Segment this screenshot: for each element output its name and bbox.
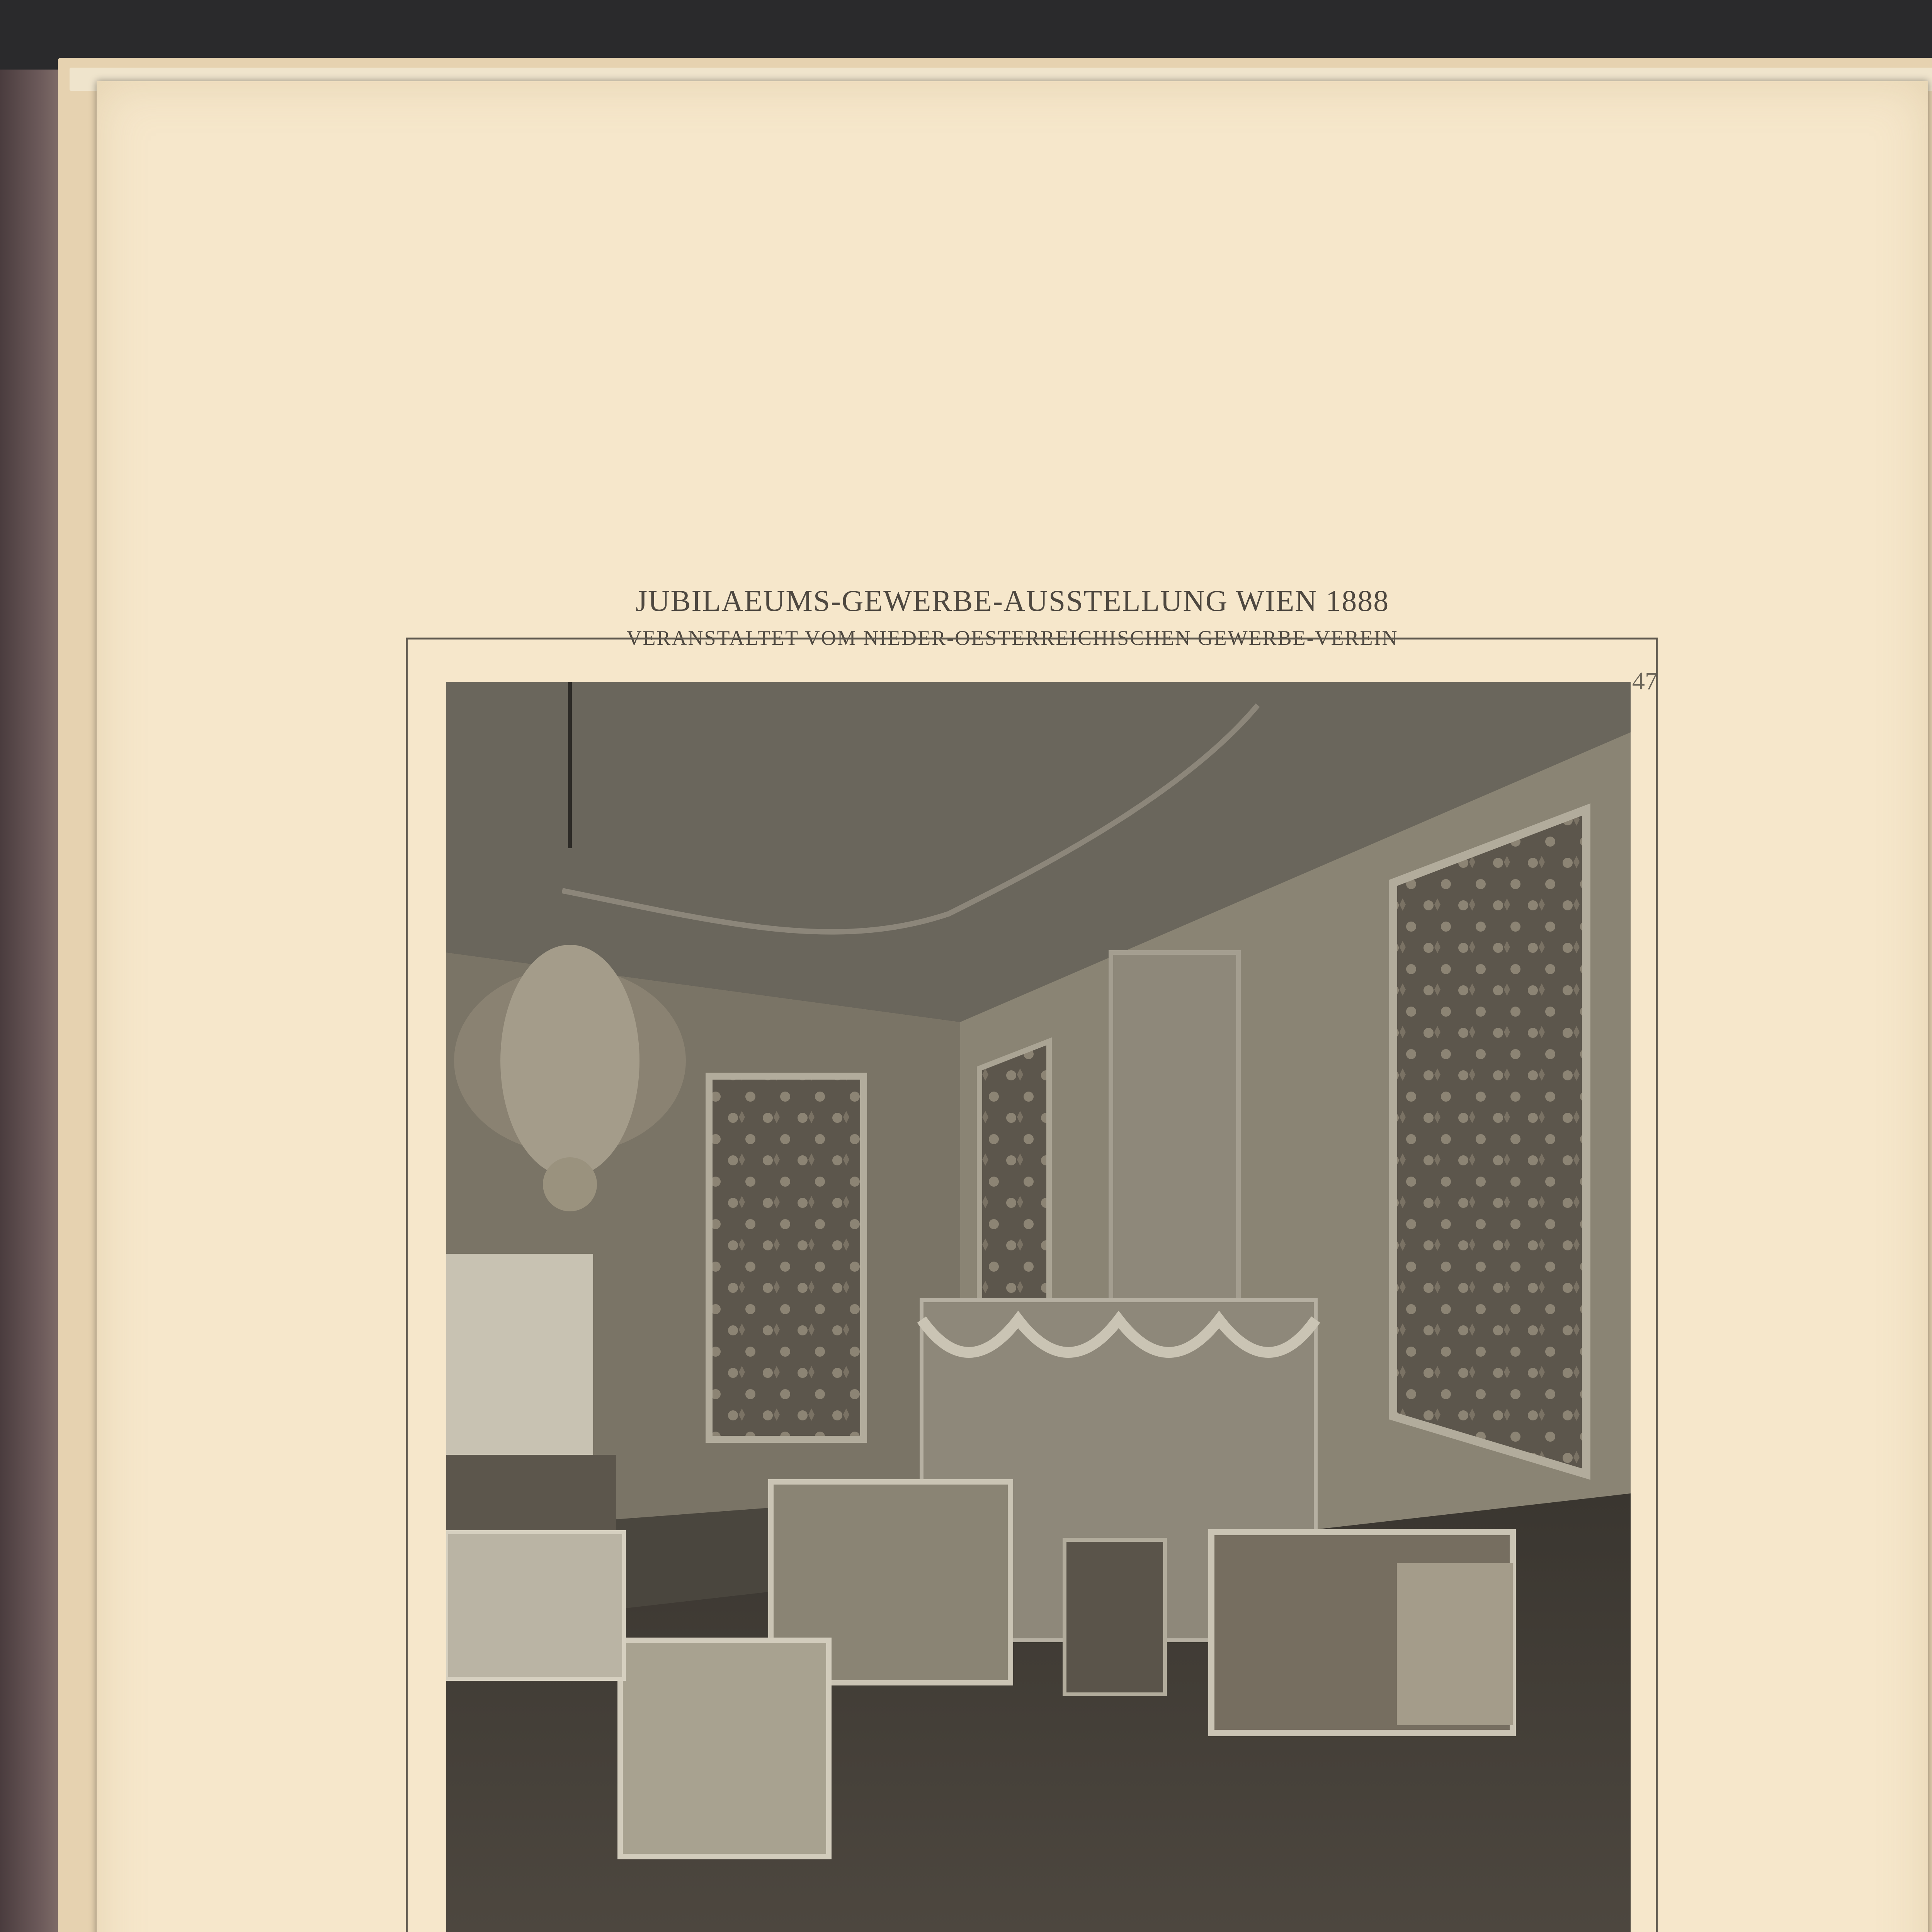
sofa-right [1211,1532,1513,1733]
page-title: JUBILAEUMS-GEWERBE-AUSSTELLUNG WIEN 1888 [635,584,1389,617]
page-subtitle: VERANSTALTET VOM NIEDER-OESTERREICHISCHEN GEWERBE-VEREIN [626,626,1398,650]
wall-panel-left [709,1076,864,1439]
chair-left [446,1532,624,1679]
mirror [446,1254,593,1455]
salon-photograph [446,682,1631,1932]
armchair-front [620,1640,829,1857]
salon-photo-illustration [446,682,1631,1932]
page-number: 47 [1632,667,1658,695]
side-table [1065,1540,1165,1694]
wall-panel-right [1393,810,1586,1474]
